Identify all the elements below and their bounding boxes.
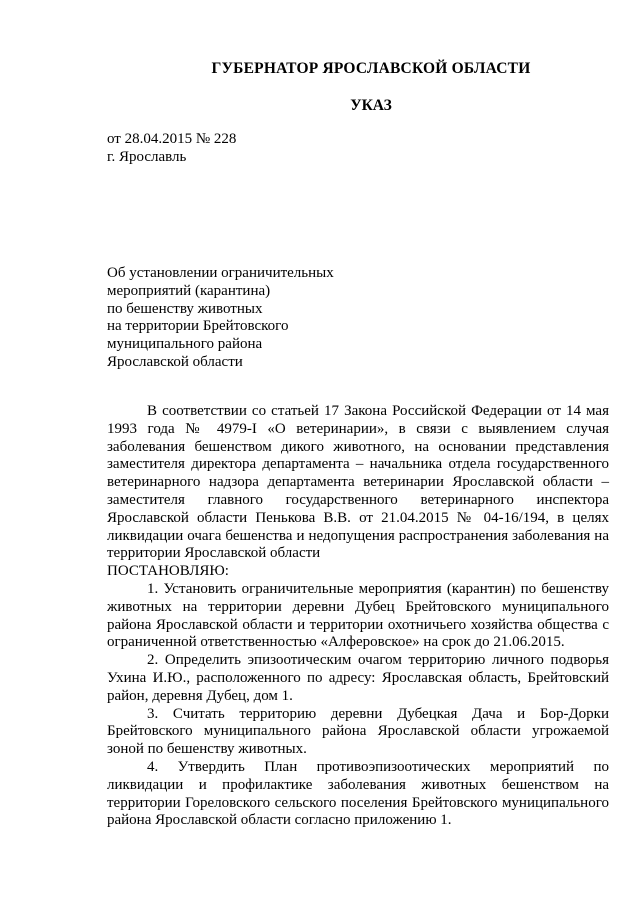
subject-line: муниципального района xyxy=(107,336,263,353)
decree-word: ПОСТАНОВЛЯЮ: xyxy=(107,563,229,580)
subject-line: Об установлении ограничительных xyxy=(107,265,334,281)
document-type: УКАЗ xyxy=(350,97,392,114)
subject-line: Ярославской области xyxy=(107,353,243,370)
decree-item-1: 1. Установить ограничительные мероприятия (карантин) по бешенству животных на территории деревни Дубец Брейтовского муниципального района Ярославской области и территории охотничьего хозяйства общества с ограниченной ответственностью «Алферовское» на срок до 21.06.2015. xyxy=(107,580,609,651)
decree-item-3: 3. Считать территорию деревни Дубецкая Дача и Бор-Дорки Брейтовского муниципального района Ярославской области угрожаемой зоной по бешенству животных. xyxy=(107,705,609,758)
document-body xyxy=(107,403,609,830)
decree-item-2: 2. Определить эпизоотическим очагом территорию личного подворья Ухина И.Ю., расположенного по адресу: Ярославская область, Брейтовский район, деревня Дубец, дом 1. xyxy=(107,652,609,704)
decree-item-4: 4. Утвердить План противоэпизоотических мероприятий по ликвидации и профилактике заболевания животных бешенством на территории Гореловского сельского поселения Брейтовского муниципального района Ярославской области согласно приложению 1. xyxy=(107,758,609,829)
subject-line: на территории Брейтовского xyxy=(107,318,289,335)
document-subject xyxy=(107,265,334,372)
issuer-title: ГУБЕРНАТОР ЯРОСЛАВСКОЙ ОБЛАСТИ xyxy=(211,60,531,77)
preamble-paragraph: В соответствии со статьей 17 Закона Российской Федерации от 14 мая 1993 года № 4979-I «О ветеринарии», в связи с выявлением случая заболевания бешенством дикого животного, на основании представления заместителя директора департамента – начальника отдела государственного ветеринарного надзора департамента ветеринарии Ярославской области – заместителя главного государственного ветеринарного инспектора Ярославской области Пенькова В.В. от 21.04.2015 № 04-16/194, в целях ликвидации очага бешенства и недопущения распространения заболевания на территории Ярославской области xyxy=(107,403,609,562)
issue-city: г. Ярославль xyxy=(107,148,187,165)
document-meta xyxy=(107,131,236,167)
subject-line: мероприятий (карантина) xyxy=(107,282,271,299)
date-number: от 28.04.2015 № 228 xyxy=(107,131,237,147)
subject-line: по бешенству животных xyxy=(107,300,263,317)
